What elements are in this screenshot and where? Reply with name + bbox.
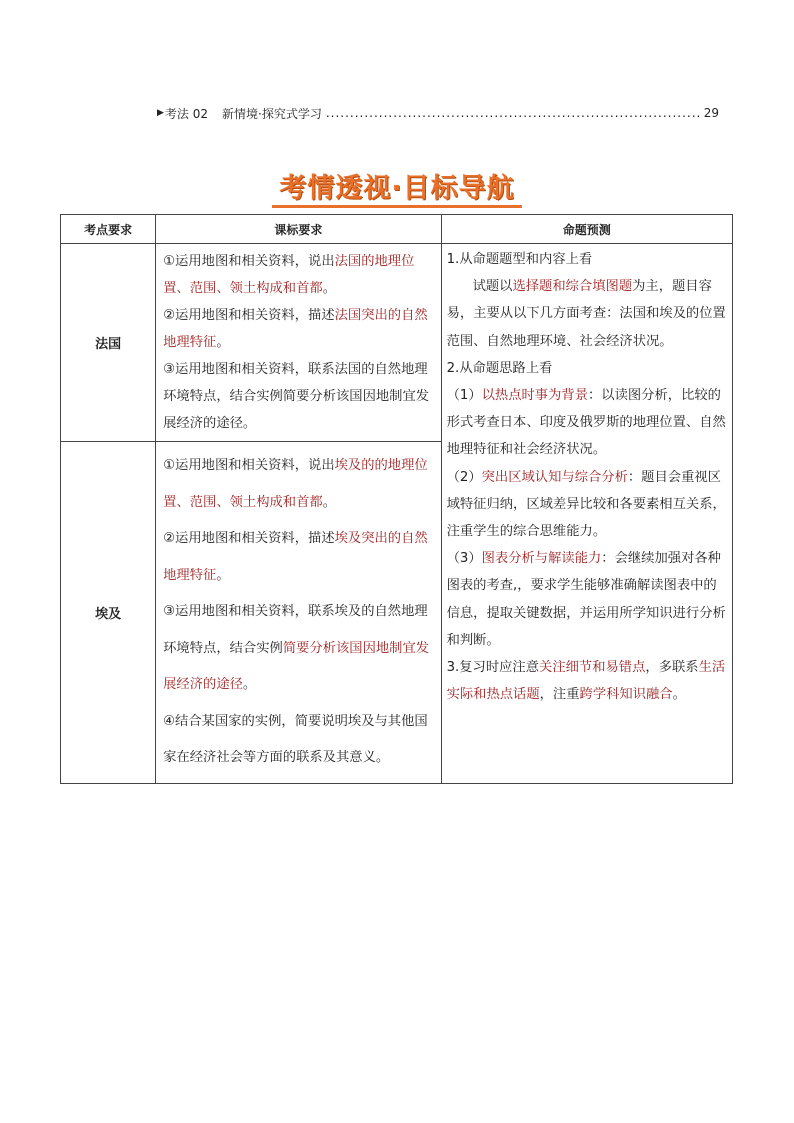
prediction-heading-2: 2.从命题思路上看 bbox=[446, 360, 553, 376]
requirement-item: ②运用地图和相关资料，描述法国突出的自然地理特征。 bbox=[163, 308, 428, 350]
exam-overview-table bbox=[60, 214, 733, 784]
toc-title: 新情境·探究式学习 bbox=[222, 106, 322, 121]
prediction-heading-1: 1.从命题题型和内容上看 bbox=[446, 252, 593, 267]
requirement-item: ①运用地图和相关资料，说出埃及的的地理位置、范围、领土构成和首都。 bbox=[163, 458, 428, 510]
prediction-cell bbox=[441, 244, 732, 784]
header-exam-point: 考点要求 bbox=[61, 215, 156, 244]
header-prediction: 命题预测 bbox=[441, 215, 732, 244]
toc-leader-dots bbox=[326, 106, 700, 120]
requirement-item: ①运用地图和相关资料，说出法国的地理位置、范围、领土构成和首都。 bbox=[163, 254, 415, 296]
requirement-item: ②运用地图和相关资料，描述埃及突出的自然地理特征。 bbox=[163, 531, 428, 583]
prediction-heading-3: 3.复习时应注意关注细节和易错点，多联系生活实际和热点话题，注重跨学科知识融合。 bbox=[446, 660, 726, 703]
toc-page-number: 29 bbox=[703, 106, 719, 120]
section-title: 考情透视·目标导航 bbox=[279, 173, 515, 204]
title-underline bbox=[272, 205, 522, 208]
requirement-item: ③运用地图和相关资料，联系法国的自然地理环境特点，结合实例简要分析该国因地制宜发展经济的途径。 bbox=[163, 362, 430, 431]
country-cell-france: 法国 bbox=[61, 244, 156, 442]
requirements-france bbox=[156, 244, 441, 442]
requirement-item: ③运用地图和相关资料，联系埃及的自然地理环境特点，结合实例简要分析该国因地制宜发展经济的途径。 bbox=[163, 604, 430, 692]
header-curriculum: 课标要求 bbox=[156, 215, 441, 244]
prediction-point: （1）以热点时事为背景：以读图分析，比较的形式考查日本、印度及俄罗斯的地理位置、自然地理特征和社会经济状况。 bbox=[446, 388, 726, 458]
table-row bbox=[61, 244, 733, 442]
prediction-point: （3）图表分析与解读能力：会继续加强对各种图表的考查,，要求学生能够准确解读图表中的信息，提取关键数据，并运用所学知识进行分析和判断。 bbox=[446, 551, 726, 648]
toc-label: 考法 02 bbox=[164, 106, 209, 121]
country-cell-egypt: 埃及 bbox=[61, 442, 156, 784]
requirements-egypt bbox=[156, 442, 441, 784]
prediction-point: （2）突出区域认知与综合分析：题目会重视区域特征归纳，区域差异比较和各要素相互关系，注重学生的综合思维能力。 bbox=[446, 469, 726, 540]
requirement-item: ④结合某国家的实例，简要说明埃及与其他国家在经济社会等方面的联系及其意义。 bbox=[163, 713, 428, 765]
toc-entry[interactable] bbox=[157, 104, 719, 122]
table-header-row bbox=[61, 215, 733, 244]
prediction-paragraph: 试题以选择题和综合填图题为主，题目容易，主要从以下几方面考查：法国和埃及的位置范围、自然地理环境、社会经济状况。 bbox=[446, 279, 726, 349]
triangle-marker-icon: ▶ bbox=[157, 108, 164, 118]
